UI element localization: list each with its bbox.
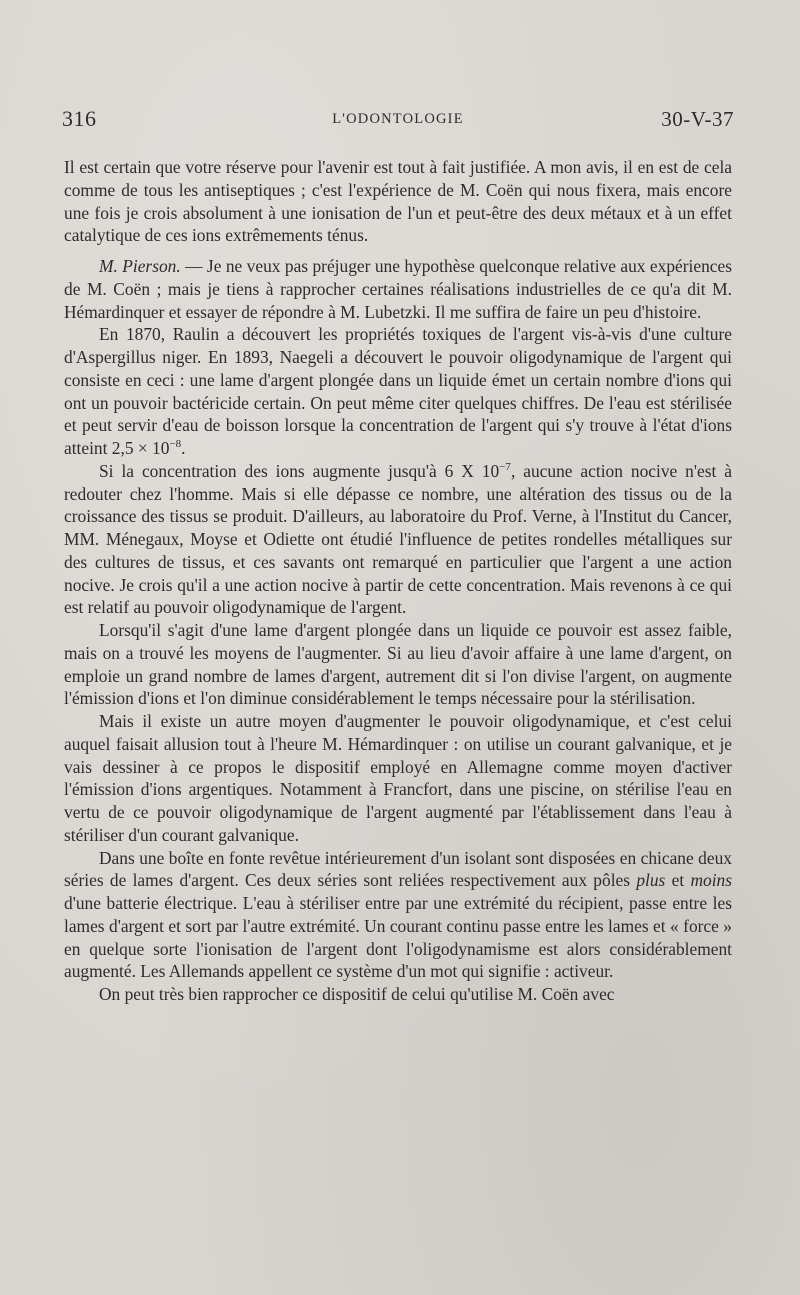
paragraph-7-text: Dans une boîte en fonte revêtue intérieurement d'un isolant sont disposées en chicane deux séries de lames d'argent. Ces deux séries sont reliées respectivement aux pôles [64, 847, 732, 891]
body-text [64, 156, 732, 1006]
paragraph-1 [64, 156, 732, 247]
paragraph-8 [64, 983, 732, 1006]
emphasis-moins: moins [690, 870, 733, 891]
paragraph-6-text: Mais il existe un autre moyen d'augmenter le pouvoir oligodynamique, et c'est celui auquel faisait allusion tout à l'heure M. Hémardinquer : on utilise un courant galvanique, et je vais dessiner à ce propos le dispositif employé en Allemagne comme moyen d'activer l'émission d'ions argentiques. Notamment à Francfort, dans une piscine, on stérilise l'eau en vertu de ce pouvoir oligodynamique de l'argent augmenté par l'établissement dans l'eau à stériliser d'un courant galvanique. [64, 711, 732, 845]
paragraph-3-end: . [181, 438, 186, 458]
paragraph-8-text: On peut très bien rapprocher ce dispositif de celui qu'utilise M. Coën avec [99, 984, 615, 1004]
paragraph-2-text: — Je ne veux pas préjuger une hypothèse quelconque relative aux expériences de M. Coën ; mais je tiens à rapprocher certaines réalisations industrielles de ce qu'a dit M. Hémardinquer et essayer de répondre à M. Lubetzki. Il me suffira de faire un peu d'histoire. [64, 256, 732, 322]
paragraph-1-text: Il est certain que votre réserve pour l'avenir est tout à fait justifiée. A mon avis, il en est de cela comme de tous les antiseptiques ; c'est l'expérience de M. Coën qui nous fixera, mais encore une fois je crois absolument à une ionisation de l'un et peut-être des deux métaux et à un effet catalytique de ces ions extrêmements ténus. [64, 157, 732, 246]
paragraph-7-rest: d'une batterie électrique. L'eau à stériliser entre par une extrémité du récipient, passe entre les lames d'argent et sort par l'autre extrémité. Un courant continu passe entre les lames et « force » en quelque sorte l'ionisation de l'argent dont l'oligodynamisme est alors considérablement augmenté. Les Allemands appellent ce système d'un mot qui signifie : activeur. [64, 893, 732, 982]
paragraph-7 [64, 847, 732, 984]
paragraph-6 [64, 710, 732, 847]
exponent: −7 [499, 460, 511, 473]
paragraph-4-text: Si la concentration des ions augmente jusqu'à 6 X 10 [99, 460, 500, 481]
emphasis-plus: plus [636, 870, 666, 891]
issue-date: 30-V-37 [661, 107, 734, 131]
paragraph-4-rest: , aucune action nocive n'est à redouter chez l'homme. Mais si elle dépasse ce nombre, une altération des tissus ou de la croissance des tissus se produit. D'ailleurs, au laboratoire du Prof. Verne, à l'Institut du Cancer, MM. Ménegaux, Moyse et Odiette ont étudié l'influence de petites rondelles métalliques sur des cultures de tissus, et ces savants ont remarqué en particulier que l'argent a une action nocive. Je crois qu'il a une action nocive à partir de cette concentration. Mais revenons à ce qui est relatif au pouvoir oligodynamique de l'argent. [64, 460, 732, 618]
paragraph-7-join: et [665, 870, 691, 891]
paragraph-4 [64, 460, 732, 619]
paragraph-3-text: En 1870, Raulin a découvert les propriétés toxiques de l'argent vis-à-vis d'une culture d'Aspergillus niger. En 1893, Naegeli a découvert le pouvoir oligodynamique de l'argent qui consiste en ceci : une lame d'argent plongée dans un liquide émet un certain nombre d'ions qui ont un pouvoir bactéricide certain. On peut même citer quelques chiffres. De l'eau est stérilisée et peut servir d'eau de boisson lorsque la concentration de l'argent qui s'y trouve à l'état d'ions atteint 2,5 × 10 [64, 324, 732, 458]
paragraph-2 [64, 255, 732, 323]
speaker-name: M. Pierson. [99, 256, 181, 276]
page-number: 316 [62, 106, 97, 131]
paragraph-5-text: Lorsqu'il s'agit d'une lame d'argent plongée dans un liquide ce pouvoir est assez faible, mais on a trouvé les moyens de l'augmenter. Si au lieu d'avoir affaire à une lame d'argent, on emploie un grand nombre de lames d'argent, autrement dit si l'on divise l'argent, on augmente l'émission d'ions et l'on diminue considérablement le temps nécessaire pour la stérilisation. [64, 620, 732, 709]
journal-title: L'ODONTOLOGIE [332, 111, 464, 127]
paragraph-5 [64, 619, 732, 710]
paragraph-3 [64, 323, 732, 460]
exponent: −8 [169, 438, 182, 451]
running-head [62, 106, 734, 136]
